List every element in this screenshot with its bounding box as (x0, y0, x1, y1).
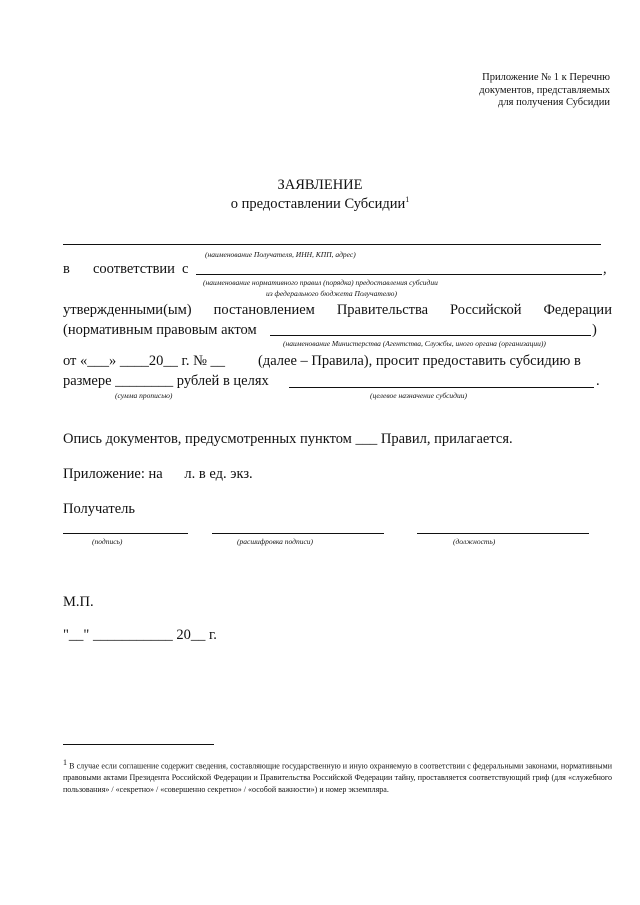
caption-decoding: (расшифровка подписи) (237, 537, 314, 546)
caption-position: (должность) (453, 537, 496, 546)
approved-word-1: утвержденными(ым) (63, 302, 192, 318)
caption-rules-1: (наименование нормативного правил (порядка) предоставления субсидии (203, 278, 438, 287)
rules-line (196, 274, 602, 275)
attachment-text: Приложение: на л. в ед. экз. (63, 466, 253, 482)
approved-word-3: Правительства (336, 302, 429, 318)
position-line (417, 533, 589, 534)
caption-recipient: (наименование Получателя, ИНН, КПП, адрес) (205, 250, 356, 259)
annex-line-2: документов, представляемых (479, 84, 610, 96)
footnote-ref: 1 (405, 195, 410, 204)
inventory-text: Опись документов, предусмотренных пунктом ___ Правил, прилагается. (63, 431, 513, 447)
stamp-label: М.П. (63, 594, 94, 610)
approved-word-4: Российской (450, 302, 522, 318)
footnote-text: В случае если соглашение содержит сведения, составляющие государственную и иную охраняемую в соответствии с федеральными законами, нормативными правовыми актами Президента Российской Федерации и Правительства Российской Федерации тайну, проставляется соответствующий гриф (для «служебного пользования» / «секретно» / «совершенно секретно» / «особой важности») и номер экземпляра. (63, 761, 612, 794)
approved-line (63, 302, 612, 319)
amount-text: размере ________ рублей в целях (63, 373, 269, 389)
annex-note (479, 72, 610, 110)
word-sootvetstvii: соответствии (93, 261, 175, 277)
sign-date: "__" ___________ 20__ г. (63, 627, 217, 643)
footnote-separator (63, 744, 214, 745)
word-v: в (63, 261, 70, 277)
footnote (63, 757, 612, 795)
decree-date: от «___» ____20__ г. № __ (63, 353, 226, 369)
paren-close: ) (592, 322, 597, 338)
annex-line-1: Приложение № 1 к Перечню (482, 72, 610, 83)
caption-amount: (сумма прописью) (115, 391, 173, 400)
approved-word-2: постановлением (213, 302, 315, 318)
document-subtitle (0, 195, 640, 213)
caption-ministry: (наименование Министерства (Агентства, Службы, иного органа (организации)) (283, 339, 546, 348)
comma: , (603, 261, 607, 277)
signature-line (63, 533, 188, 534)
caption-signature: (подпись) (92, 537, 123, 546)
recipient-line (63, 244, 601, 245)
subtitle-text: о предоставлении Субсидии (230, 195, 406, 212)
ministry-line (270, 335, 591, 336)
document-title: ЗАЯВЛЕНИЕ (277, 177, 363, 193)
purpose-line (289, 387, 594, 388)
approved-word-5: Федерации (543, 302, 612, 318)
word-s: с (182, 261, 189, 277)
hereafter-text: (далее – Правила), просит предоставить субсидию в (258, 353, 581, 369)
decoding-line (212, 533, 384, 534)
caption-purpose: (целевое назначение субсидии) (370, 391, 467, 400)
recipient-label: Получатель (63, 501, 135, 517)
caption-rules-2: из федерального бюджета Получателю) (266, 289, 397, 298)
annex-line-3: для получения Субсидии (498, 97, 610, 108)
period: . (596, 373, 600, 389)
normative-act-label: (нормативным правовым актом (63, 322, 257, 338)
footnote-number: 1 (63, 758, 67, 767)
